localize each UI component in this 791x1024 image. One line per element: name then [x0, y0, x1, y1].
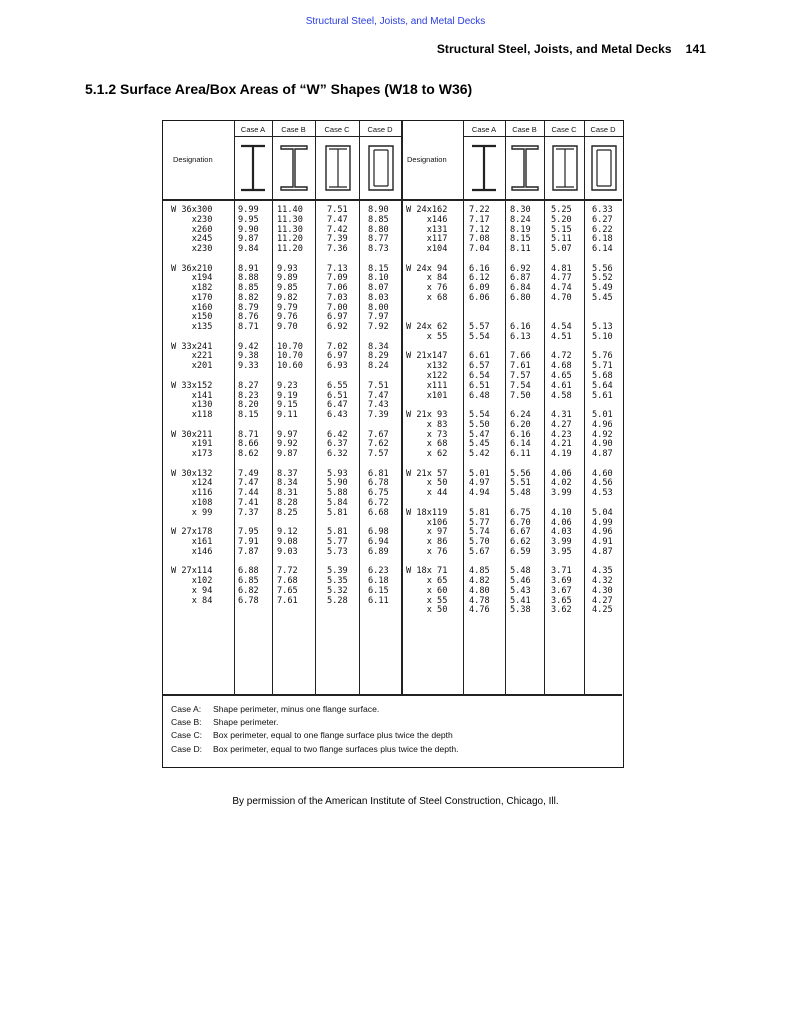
box-one-flange-icon	[323, 143, 353, 193]
rule	[401, 121, 403, 694]
rule	[584, 121, 585, 694]
rule	[163, 199, 622, 201]
designation-header: Designation	[173, 155, 213, 164]
left-case-b-column: 11.40 11.30 11.30 11.20 11.20 9.93 9.89 9.85 9.82 9.79 9.76 9.70 10.70 10.70 10.60 9.23 9.19 9.15 9.11 9.97 9.92 9.87 8.37 8.34 8.31 8.28 8.25 9.12 9.08 9.03 7.72 7.68 7.65 7.61	[277, 205, 303, 606]
case-c-header: Case C	[324, 125, 350, 134]
designation-header: Designation	[407, 155, 447, 164]
rule	[272, 121, 273, 694]
case-b-header: Case B	[512, 125, 537, 134]
case-b-header: Case B	[281, 125, 306, 134]
left-designation-column: W 36x300 x230 x260 x245 x230 W 36x210 x194 x182 x170 x160 x150 x135 W 33x241 x221 x201 W 33x152 x141 x130 x118 W 30x211 x191 x173 W 30x132 x124 x116 x108 x 99 W 27x178 x161 x146 W 27x114 x102 x 94 x 84	[171, 205, 213, 606]
box-two-flange-icon	[366, 143, 396, 193]
rule	[234, 136, 401, 137]
rule	[315, 121, 316, 694]
running-header	[437, 42, 706, 56]
rule	[163, 694, 622, 696]
section-title: 5.1.2 Surface Area/Box Areas of “W” Shapes (W18 to W36)	[85, 81, 473, 97]
left-case-d-column: 8.90 8.85 8.80 8.77 8.73 8.15 8.10 8.07 8.03 8.00 7.97 7.92 8.34 8.29 8.24 7.51 7.47 7.43 7.39 7.67 7.62 7.57 6.81 6.78 6.75 6.72 6.68 6.98 6.94 6.89 6.23 6.18 6.15 6.11	[368, 205, 389, 606]
case-d-header: Case D	[590, 125, 616, 134]
note-case-c: Case C: Box perimeter, equal to one flange surface plus twice the depth	[171, 730, 453, 741]
case-c-header: Case C	[551, 125, 577, 134]
right-case-b-column: 8.30 8.24 8.19 8.15 8.11 6.92 6.87 6.84 6.80 6.16 6.13 7.66 7.61 7.57 7.54 7.50 6.24 6.20 6.16 6.14 6.11 5.56 5.51 5.48 6.75 6.70 6.67 6.62 6.59 5.48 5.46 5.43 5.41 5.38	[510, 205, 531, 616]
right-case-c-column: 5.25 5.20 5.15 5.11 5.07 4.81 4.77 4.74 4.70 4.54 4.51 4.72 4.68 4.65 4.61 4.58 4.31 4.27 4.23 4.21 4.19 4.06 4.02 3.99 4.10 4.06 4.03 3.99 3.95 3.71 3.69 3.67 3.65 3.62	[551, 205, 572, 616]
case-d-header: Case D	[367, 125, 393, 134]
top-link[interactable]: Structural Steel, Joists, and Metal Decks	[305, 16, 486, 27]
rule	[463, 121, 464, 694]
box-two-flange-icon	[589, 143, 619, 193]
rule	[359, 121, 360, 694]
rule	[505, 121, 506, 694]
rule	[463, 136, 623, 137]
note-case-b: Case B: Shape perimeter.	[171, 717, 279, 728]
right-designation-column: W 24x162 x146 x131 x117 x104 W 24x 94 x 84 x 76 x 68 W 24x 62 x 55 W 21x147 x132 x122 x111 x101 W 21x 93 x 83 x 73 x 68 x 62 W 21x 57 x 50 x 44 W 18x119 x106 x 97 x 86 x 76 W 18x 71 x 65 x 60 x 55 x 50	[406, 205, 448, 616]
i-beam-outline-icon	[510, 143, 540, 193]
page-number: 141	[685, 42, 706, 56]
right-case-d-column: 6.33 6.27 6.22 6.18 6.14 5.56 5.52 5.49 5.45 5.13 5.10 5.76 5.71 5.68 5.64 5.61 5.01 4.96 4.92 4.90 4.87 4.60 4.56 4.53 5.04 4.99 4.96 4.91 4.87 4.35 4.32 4.30 4.27 4.25	[592, 205, 613, 616]
left-case-c-column: 7.51 7.47 7.42 7.39 7.36 7.13 7.09 7.06 7.03 7.00 6.97 6.92 7.02 6.97 6.93 6.55 6.51 6.47 6.43 6.42 6.37 6.32 5.93 5.90 5.88 5.84 5.81 5.81 5.77 5.73 5.39 5.35 5.32 5.28	[327, 205, 348, 606]
permission-caption: By permission of the American Institute of Steel Construction, Chicago, Ill.	[232, 796, 559, 807]
right-case-a-column: 7.22 7.17 7.12 7.08 7.04 6.16 6.12 6.09 6.06 5.57 5.54 6.61 6.57 6.54 6.51 6.48 5.54 5.50 5.47 5.45 5.42 5.01 4.97 4.94 5.81 5.77 5.74 5.70 5.67 4.85 4.82 4.80 4.78 4.76	[469, 205, 490, 616]
left-case-a-column: 9.99 9.95 9.90 9.87 9.84 8.91 8.88 8.85 8.82 8.79 8.76 8.71 9.42 9.38 9.33 8.27 8.23 8.20 8.15 8.71 8.66 8.62 7.49 7.47 7.44 7.41 7.37 7.95 7.91 7.87 6.88 6.85 6.82 6.78	[238, 205, 259, 606]
case-a-header: Case A	[471, 125, 497, 134]
case-a-header: Case A	[240, 125, 266, 134]
box-one-flange-icon	[550, 143, 580, 193]
rule	[544, 121, 545, 694]
case-notes	[171, 703, 459, 756]
i-beam-outline-icon	[279, 143, 309, 193]
surface-area-table	[162, 120, 624, 768]
i-beam-icon	[470, 143, 498, 193]
note-case-a: Case A: Shape perimeter, minus one flange surface.	[171, 704, 380, 714]
note-case-d: Case D: Box perimeter, equal to two flange surfaces plus twice the depth.	[171, 743, 459, 754]
rule	[234, 121, 235, 694]
i-beam-icon	[239, 143, 267, 193]
running-title: Structural Steel, Joists, and Metal Decks	[436, 42, 672, 56]
